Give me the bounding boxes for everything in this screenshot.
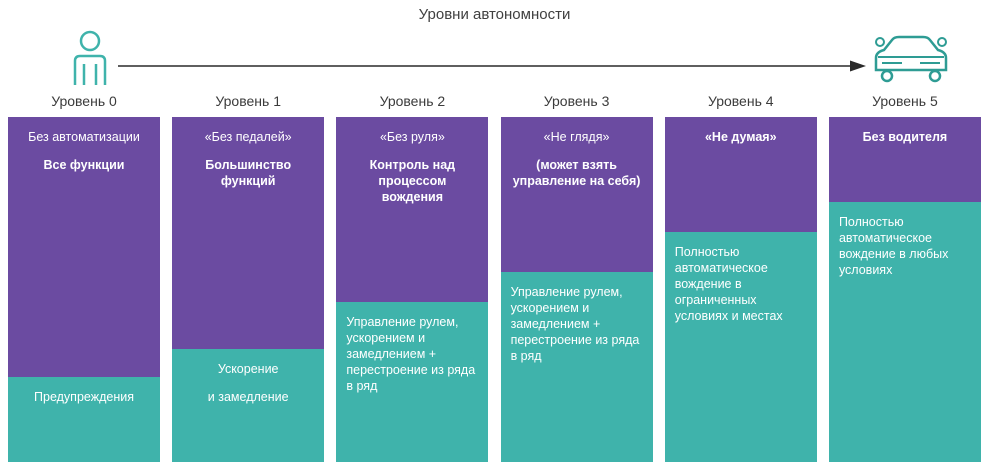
stack-segment: [829, 202, 981, 462]
segment-text: Без автоматизации: [28, 130, 140, 144]
segment-text: (может взять управление на себя): [512, 158, 641, 188]
stack-segment: [665, 232, 817, 462]
level-label: Уровень 3: [543, 93, 610, 109]
level-label: Уровень 1: [215, 93, 281, 109]
stack-segment: [8, 117, 160, 377]
stack-segment: [665, 117, 817, 232]
stack-segment: [501, 272, 653, 462]
stack-segment: [501, 117, 653, 272]
level-stack: [336, 117, 488, 462]
segment-text: Большинство функций: [205, 158, 292, 188]
segment-text: Управление рулем, ускорением и замедлением + перестроение из ряда в ряд: [510, 285, 640, 363]
stack-segment: [829, 117, 981, 202]
segment-text: и замедление: [207, 390, 289, 404]
segment-text: Полностью автоматическое вождение в ограниченных условиях и местах: [674, 245, 783, 323]
level-column: [829, 92, 981, 462]
segment-text: «Не думая»: [704, 130, 777, 144]
segment-text: Управление рулем, ускорением и замедлением + перестроение из ряда в ряд: [346, 315, 476, 393]
segment-text: Контроль над процессом вождения: [369, 158, 456, 204]
level-label: Уровень 0: [51, 93, 117, 109]
level-label: Уровень 4: [707, 93, 774, 109]
segment-text: Все функции: [43, 158, 125, 172]
level-column: [665, 92, 817, 462]
segment-text: «Без педалей»: [204, 130, 292, 144]
level-label: Уровень 5: [872, 93, 938, 109]
stack-segment: [172, 349, 324, 462]
person-icon: [62, 28, 118, 86]
level-column: [501, 92, 653, 462]
stack-segment: [8, 377, 160, 462]
segment-text: «Без руля»: [379, 130, 445, 144]
level-stack: [8, 117, 160, 462]
level-column: [172, 92, 324, 462]
level-column: [336, 92, 488, 462]
segment-text: Без водителя: [862, 130, 948, 144]
segment-text: Предупреждения: [34, 390, 134, 404]
segment-text: Полностью автоматическое вождение в любых условиях: [838, 215, 949, 277]
stack-segment: [172, 117, 324, 349]
level-label: Уровень 2: [379, 93, 446, 109]
level-column: [8, 92, 160, 462]
levels-columns: [0, 92, 989, 462]
car-icon: [866, 30, 956, 86]
progression-arrow-row: [0, 28, 989, 90]
segment-text: «Не глядя»: [543, 130, 610, 144]
level-stack: [665, 117, 817, 462]
segment-text: Ускорение: [217, 362, 279, 376]
stack-segment: [336, 117, 488, 302]
level-stack: [829, 117, 981, 462]
page-title: Уровни автономности: [418, 6, 571, 23]
stack-segment: [336, 302, 488, 462]
level-stack: [501, 117, 653, 462]
level-stack: [172, 117, 324, 462]
arrow-right-icon: [118, 59, 866, 61]
